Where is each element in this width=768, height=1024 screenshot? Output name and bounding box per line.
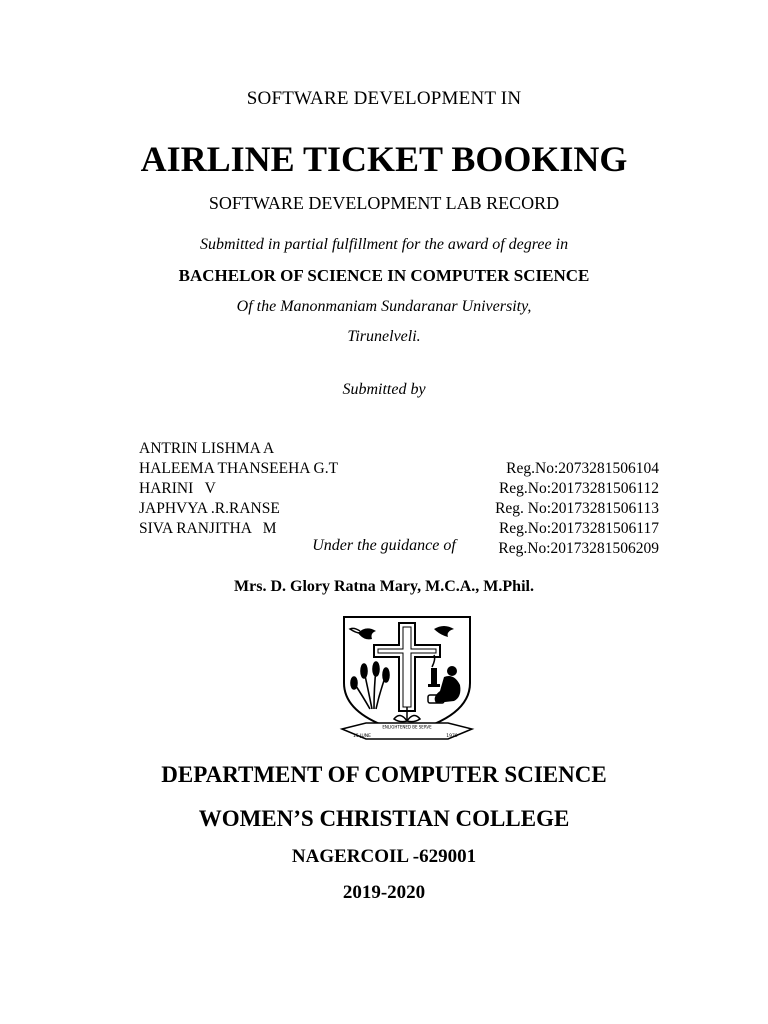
founding-year: 1979: [446, 734, 458, 739]
student-reg-no: Reg.No:20173281506112: [498, 480, 659, 497]
submitted-by-label: Submitted by: [342, 381, 426, 398]
student-reg-no: Reg.No:2073281506104: [506, 460, 659, 477]
college-place: NAGERCOIL -629001: [291, 846, 477, 867]
sub-title: SOFTWARE DEVELOPMENT LAB RECORD: [208, 193, 560, 213]
degree-name: BACHELOR OF SCIENCE IN COMPUTER SCIENCE: [178, 266, 590, 285]
dove-icon: [350, 628, 376, 639]
student-reg-no: Reg.No:20173281506209: [498, 540, 659, 557]
main-title: AIRLINE TICKET BOOKING: [140, 139, 628, 179]
founding-date: 15 JUNE: [353, 734, 371, 739]
submission-statement: Submitted in partial fulfillment for the award of degree in: [199, 236, 569, 253]
student-reg-no: Reg. No:20173281506113: [495, 500, 659, 517]
guide-name: Mrs. D. Glory Ratna Mary, M.C.A., M.Phil.: [234, 578, 534, 595]
student-name: HALEEMA THANSEEHA G.T: [139, 460, 339, 477]
motto-text: ENLIGHTENED BE SERVE: [382, 724, 432, 730]
student-reg-no: Reg.No:20173281506117: [498, 520, 659, 537]
bird-icon: [434, 626, 454, 637]
pre-title: SOFTWARE DEVELOPMENT IN: [246, 88, 522, 109]
lamp-icon: [428, 655, 440, 687]
college-emblem: [336, 611, 478, 747]
college-name: WOMEN’S CHRISTIAN COLLEGE: [198, 806, 570, 831]
guidance-label: Under the guidance of: [312, 537, 456, 554]
university-city: Tirunelveli.: [347, 328, 421, 345]
student-name: ANTRIN LISHMA A: [139, 440, 275, 457]
student-name: HARINI V: [139, 480, 216, 497]
academic-year: 2019-2020: [342, 882, 426, 903]
lotus-icon: [394, 707, 420, 722]
university-name: Of the Manonmaniam Sundaranar University,: [236, 298, 532, 315]
student-name: SIVA RANJITHA M: [139, 520, 277, 537]
motto-ribbon: [342, 723, 472, 739]
wheat-icon: [351, 662, 389, 709]
cross-icon: [374, 623, 440, 711]
student-name: JAPHVYA .R.RANSE: [139, 500, 280, 517]
department-name: DEPARTMENT OF COMPUTER SCIENCE: [161, 762, 607, 787]
